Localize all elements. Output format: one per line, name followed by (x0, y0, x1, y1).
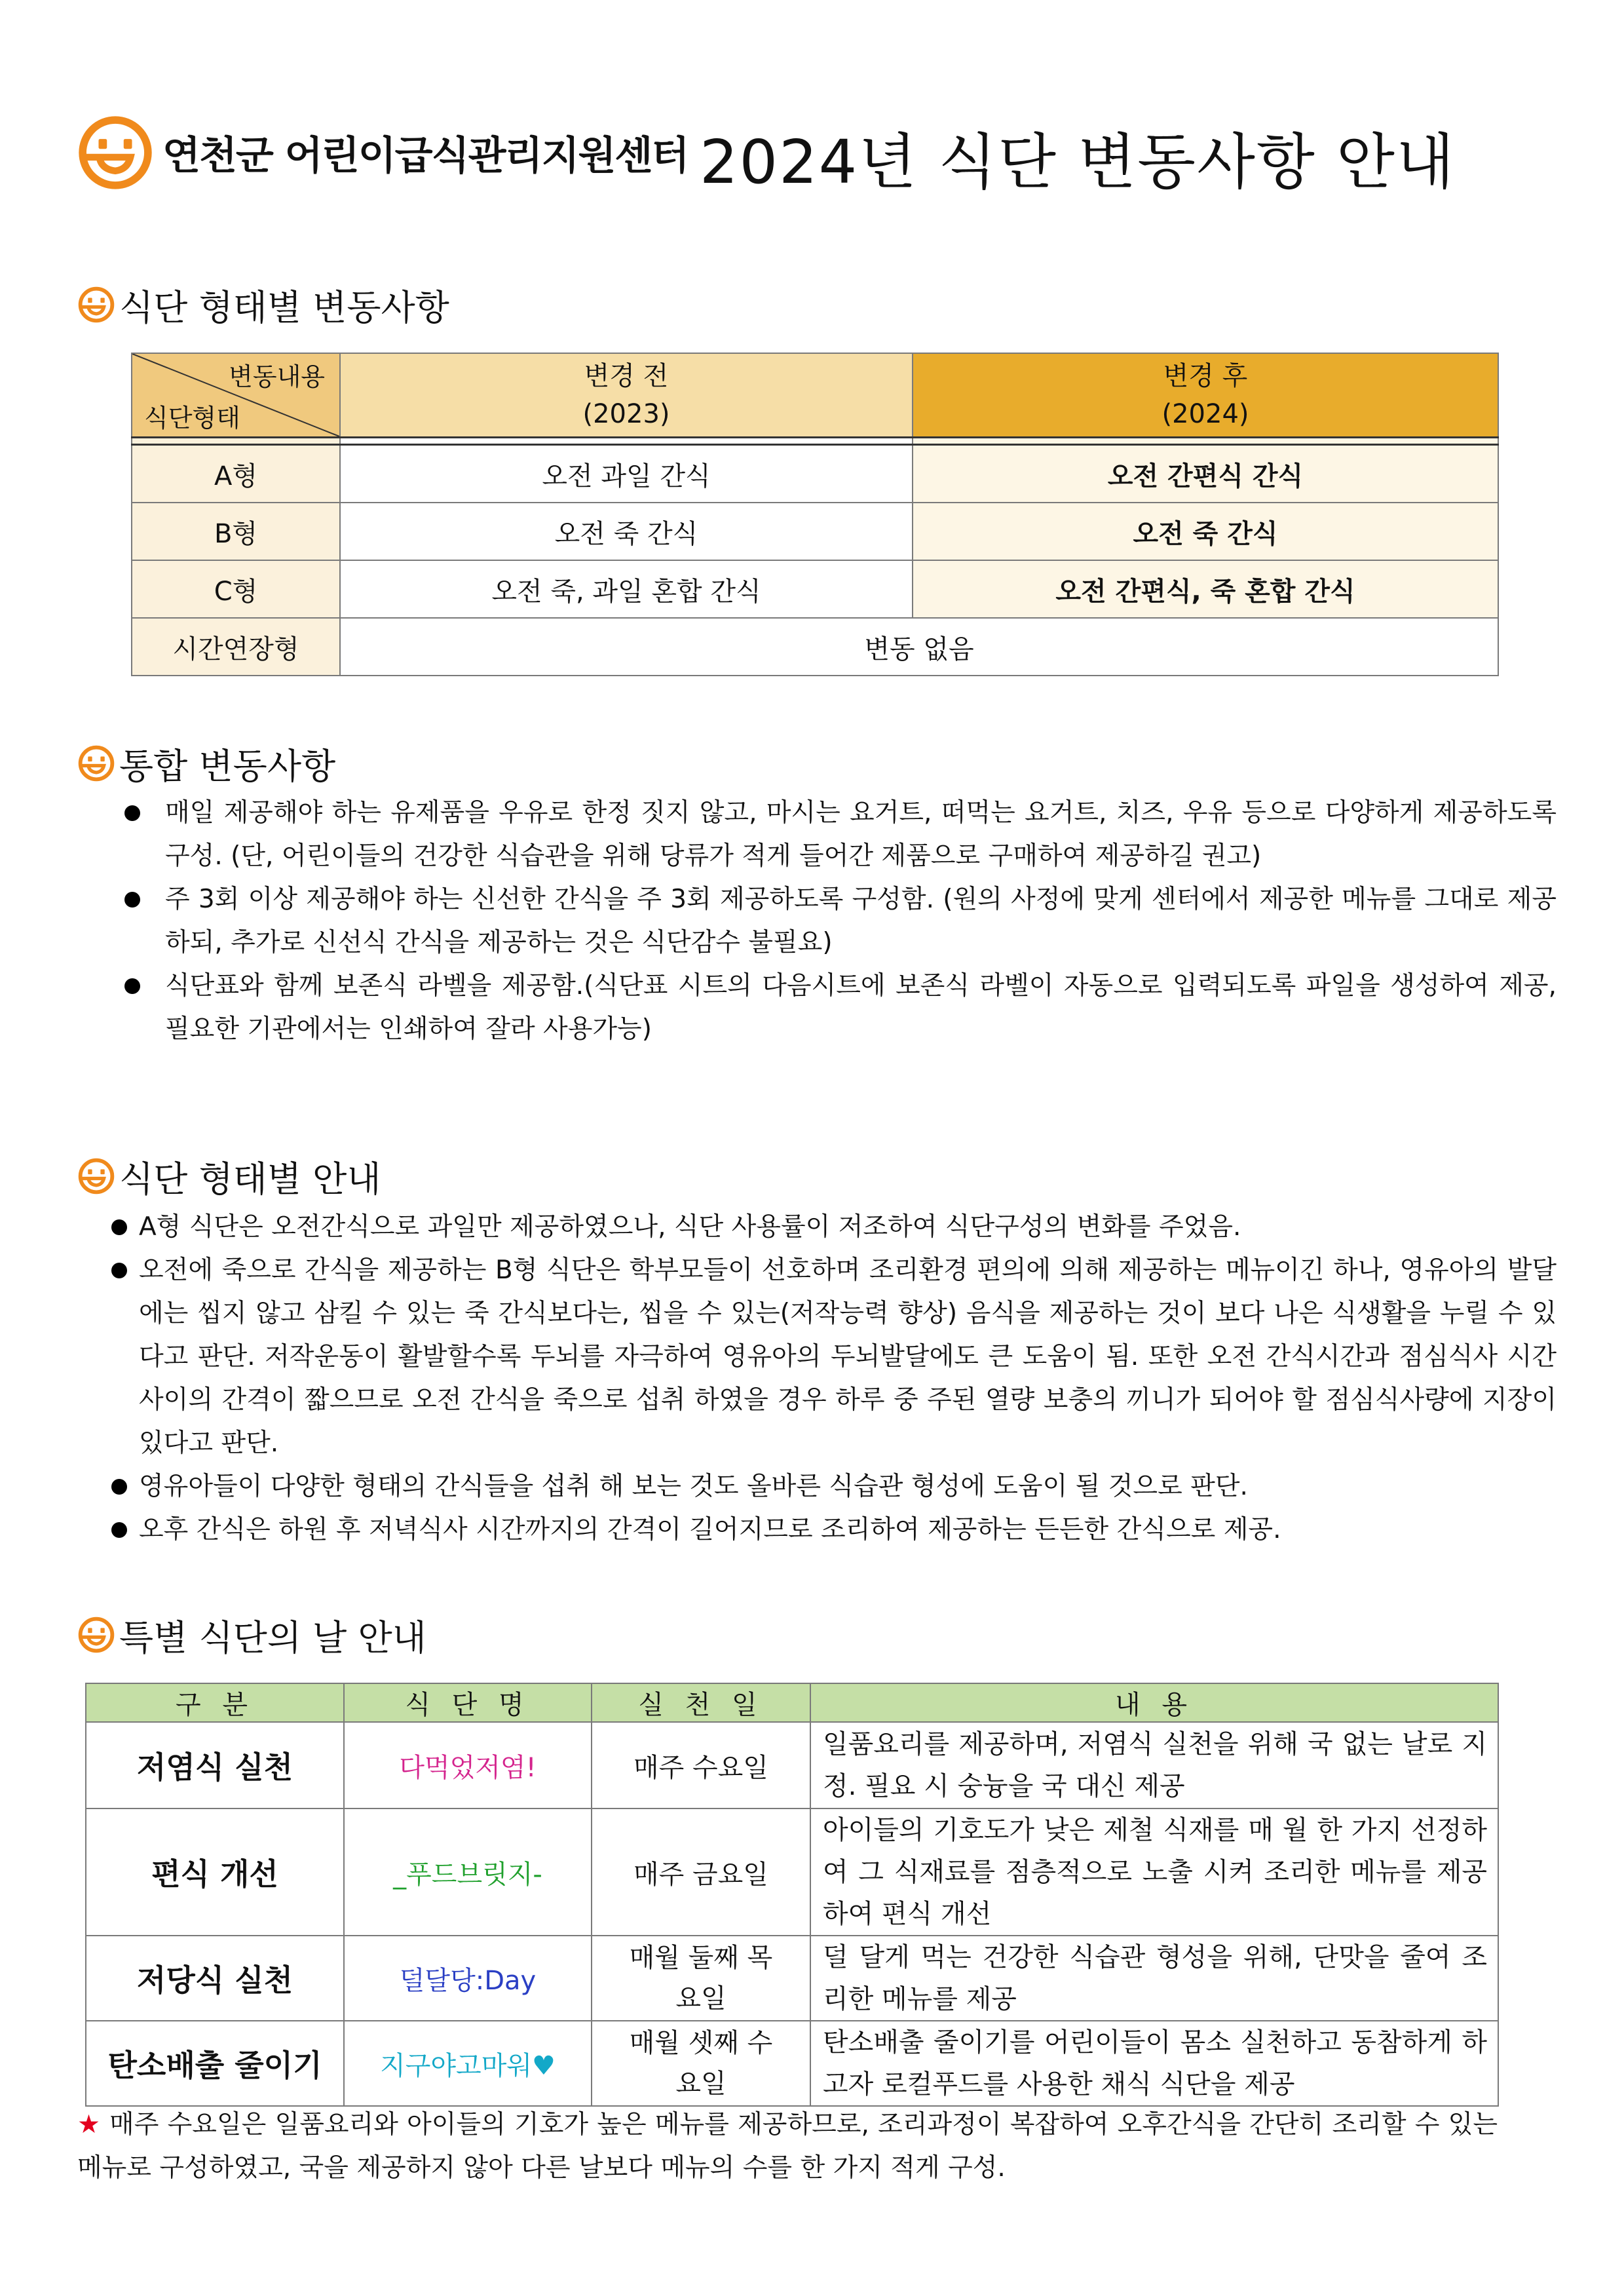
list-item: A형 식단은 오전간식으로 과일만 제공하였으나, 식단 사용률이 저조하여 식단구성의 변화를 주었음. (139, 1206, 1557, 1249)
bullet-icon (124, 805, 140, 821)
bullet-icon (111, 1219, 127, 1235)
menu-name-cell: 지구야고마워♥ (344, 2021, 592, 2106)
menu-name-cell: _푸드브릿지- (344, 1808, 592, 1936)
column-header-before: 변경 전 (2023) (340, 353, 913, 438)
column-header: 내 용 (810, 1683, 1498, 1722)
column-header: 실 천 일 (592, 1683, 810, 1722)
before-cell: 오전 죽, 과일 혼합 간식 (340, 560, 913, 618)
table-row (132, 560, 1498, 618)
practice-day-cell: 매주 수요일 (592, 1722, 810, 1808)
menu-name-cell: 덜달당:Day (344, 1936, 592, 2021)
section-heading-menu-type-changes: 식단 형태별 변동사항 (77, 282, 449, 328)
category-cell: 저당식 실천 (86, 1936, 344, 2021)
smile-logo-icon (77, 115, 153, 191)
after-cell: 오전 죽 간식 (913, 503, 1498, 560)
before-cell: 오전 과일 간식 (340, 445, 913, 503)
menu-change-table (131, 353, 1499, 676)
smile-icon (77, 286, 115, 324)
section-heading-type-guide: 식단 형태별 안내 (77, 1153, 381, 1199)
after-cell: 오전 간편식, 죽 혼합 간식 (913, 560, 1498, 618)
list-item: 식단표와 함께 보존식 라벨을 제공함.(식단표 시트의 다음시트에 보존식 라벨이 자동으로 입력되도록 파일을 생성하여 제공, 필요한 기관에서는 인쇄하여 잘라 사용가능) (165, 965, 1557, 1051)
category-cell: 편식 개선 (86, 1808, 344, 1936)
footnote-text: 매주 수요일은 일품요리와 아이들의 기호가 높은 메뉴를 제공하므로, 조리과정이 복잡하여 오후간식을 간단히 조리할 수 있는 메뉴로 구성하였고, 국을 제공하지 않아 다른 날보다 메뉴의 수를 한 가지 적게 구성. (77, 2110, 1498, 2183)
after-cell: 오전 간편식 간식 (913, 445, 1498, 503)
table-header-row (86, 1683, 1498, 1722)
table-row (132, 445, 1498, 503)
smile-icon (77, 1616, 115, 1654)
menu-type-cell: A형 (132, 445, 340, 503)
practice-day-cell: 매월 셋째 수요일 (592, 2021, 810, 2106)
no-change-cell: 변동 없음 (340, 618, 1498, 676)
column-header: 구 분 (86, 1683, 344, 1722)
practice-day-cell: 매주 금요일 (592, 1808, 810, 1936)
table-corner-cell (132, 353, 340, 438)
section-heading-integrated-changes: 통합 변동사항 (77, 740, 335, 786)
footnote (77, 2103, 1498, 2190)
content-cell: 아이들의 기호도가 낮은 제철 식재를 매 월 한 가지 선정하여 그 식재료를 점층적으로 노출 시켜 조리한 메뉴를 제공하여 편식 개선 (810, 1808, 1498, 1936)
table-row (132, 618, 1498, 676)
content-cell: 탄소배출 줄이기를 어린이들이 몸소 실천하고 동참하게 하고자 로컬푸드를 사용한 채식 식단을 제공 (810, 2021, 1498, 2106)
category-cell: 탄소배출 줄이기 (86, 2021, 344, 2106)
bullet-icon (111, 1263, 127, 1278)
smile-icon (77, 1157, 115, 1195)
special-menu-table (85, 1683, 1499, 2107)
column-header: 식 단 명 (344, 1683, 592, 1722)
table-row (86, 1722, 1498, 1808)
integrated-changes-list (165, 792, 1557, 1051)
list-item: 오전에 죽으로 간식을 제공하는 B형 식단은 학부모들이 선호하며 조리환경 편의에 의해 제공하는 메뉴이긴 하나, 영유아의 발달에는 씹지 않고 삼킬 수 있는 죽 간식보다는, 씹을 수 있는(저작능력 향상) 음식을 제공하는 것이 보다 나은 식생활을 누릴 수 있다고 판단. 저작운동이 활발할수록 두뇌를 자극하여 영유아의 두뇌발달에도 큰 도움이 됨. 또한 오전 간식시간과 점심식사 시간 사이의 간격이 짧으므로 오전 간식을 죽으로 섭취 하였을 경우 하루 중 주된 열량 보충의 끼니가 되어야 할 점심식사량에 지장이 있다고 판단. (139, 1249, 1557, 1465)
corner-label-change: 변동내용 (229, 362, 325, 391)
table-row (132, 503, 1498, 560)
list-item: 주 3회 이상 제공해야 하는 신선한 간식을 주 3회 제공하도록 구성함. (원의 사정에 맞게 센터에서 제공한 메뉴를 그대로 제공하되, 추가로 신선식 간식을 제공하는 것은 식단감수 불필요) (165, 878, 1557, 965)
list-item: 오후 간식은 하원 후 저녁식사 시간까지의 간격이 길어지므로 조리하여 제공하는 든든한 간식으로 제공. (139, 1508, 1557, 1552)
list-item: 매일 제공해야 하는 유제품을 우유로 한정 짓지 않고, 마시는 요거트, 떠먹는 요거트, 치즈, 우유 등으로 다양하게 제공하도록 구성. (단, 어린이들의 건강한 식습관을 위해 당류가 적게 들어간 제품으로 구매하여 제공하길 권고) (165, 792, 1557, 878)
menu-name-cell: 다먹었저염! (344, 1722, 592, 1808)
organization-name: 연천군 어린이급식관리지원센터 (162, 133, 689, 179)
table-row (86, 1936, 1498, 2021)
content-cell: 덜 달게 먹는 건강한 식습관 형성을 위해, 단맛을 줄여 조리한 메뉴를 제공 (810, 1936, 1498, 2021)
content-cell: 일품요리를 제공하며, 저염식 실천을 위해 국 없는 날로 지정. 필요 시 숭늉을 국 대신 제공 (810, 1722, 1498, 1808)
bullet-icon (111, 1522, 127, 1538)
before-cell: 오전 죽 간식 (340, 503, 913, 560)
menu-type-cell: C형 (132, 560, 340, 618)
menu-type-cell: B형 (132, 503, 340, 560)
type-guide-list (139, 1206, 1557, 1552)
bullet-icon (124, 892, 140, 908)
bullet-icon (124, 978, 140, 994)
page-title: 2024년 식단 변동사항 안내 (700, 127, 1456, 197)
section-heading-special-days: 특별 식단의 날 안내 (77, 1612, 426, 1658)
table-row (86, 2021, 1498, 2106)
category-cell: 저염식 실천 (86, 1722, 344, 1808)
bullet-icon (111, 1479, 127, 1495)
table-row (86, 1808, 1498, 1936)
list-item: 영유아들이 다양한 형태의 간식들을 섭취 해 보는 것도 올바른 식습관 형성에 도움이 될 것으로 판단. (139, 1465, 1557, 1508)
menu-type-cell: 시간연장형 (132, 618, 340, 676)
star-icon: ★ (77, 2110, 101, 2139)
smile-icon (77, 744, 115, 782)
corner-label-type: 식단형태 (144, 404, 240, 432)
document-header (77, 111, 1551, 197)
practice-day-cell: 매월 둘째 목요일 (592, 1936, 810, 2021)
column-header-after: 변경 후 (2024) (913, 353, 1498, 438)
